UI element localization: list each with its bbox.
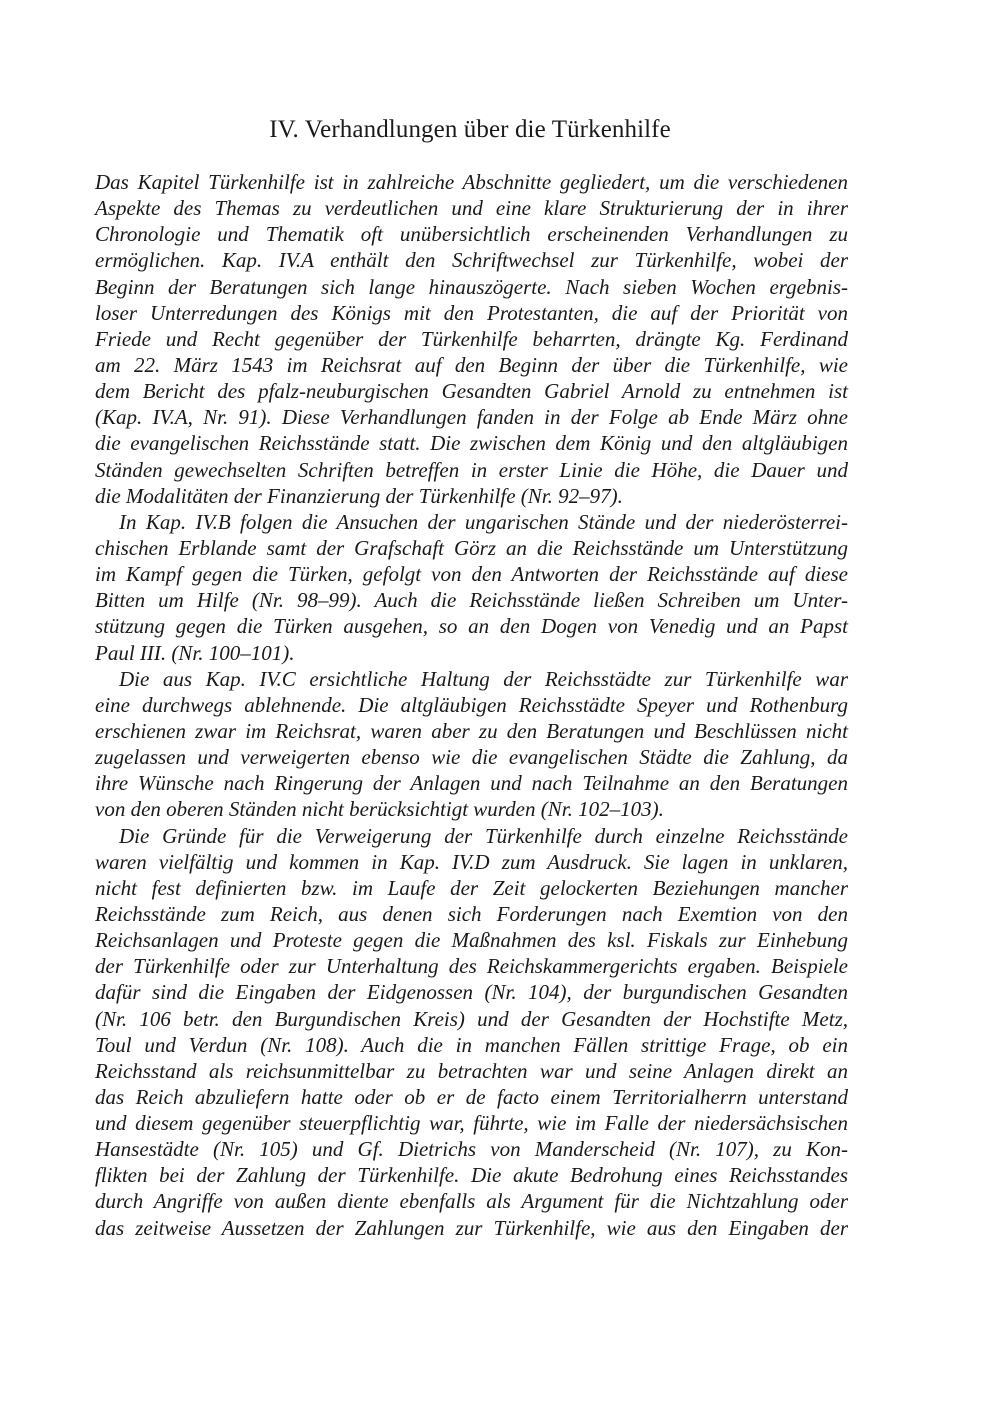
text-line: Ständen gewechselten Schriften betreffen in erster Linie die Höhe, die Dauer und — [95, 457, 848, 482]
text-line: Reichsstände zum Reich, aus denen sich Forderungen nach Exemtion von den — [95, 901, 848, 926]
text-line: die evangelischen Reichsstände statt. Die zwischen dem König und den altgläubigen — [95, 431, 848, 456]
text-line: dem Bericht des pfalz-neuburgischen Gesandten Gabriel Arnold zu entnehmen ist — [95, 379, 848, 404]
text-line: Bitten um Hilfe (Nr. 98–99). Auch die Reichsstände ließen Schreiben um Unter- — [95, 588, 848, 613]
text-line: Hansestädte (Nr. 105) und Gf. Dietrichs von Manderscheid (Nr. 107), zu Kon- — [95, 1137, 848, 1162]
text-line: Reichsanlagen und Proteste gegen die Maßnahmen des ksl. Fiskals zur Einhebung — [95, 928, 848, 953]
text-line: Friede und Recht gegenüber der Türkenhilfe beharrten, drängte Kg. Ferdinand — [95, 326, 848, 351]
text-line: Chronologie und Thematik oft unübersichtlich erscheinenden Verhandlungen zu — [95, 222, 848, 247]
text-line: am 22. März 1543 im Reichsrat auf den Beginn der über die Türkenhilfe, wie — [95, 352, 848, 377]
text-line: erschienen zwar im Reichsrat, waren aber zu den Beratungen und Beschlüssen nicht — [95, 718, 848, 743]
text-line: Die aus Kap. IV.C ersichtliche Haltung der Reichsstädte zur Türkenhilfe war — [119, 666, 848, 691]
text-line: Beginn der Beratungen sich lange hinauszögerte. Nach sieben Wochen ergebnis- — [95, 274, 848, 299]
text-line: stützung gegen die Türken ausgehen, so an den Dogen von Venedig und an Papst — [95, 614, 848, 639]
text-line: dafür sind die Eingaben der Eidgenossen (Nr. 104), der burgundischen Gesandten — [95, 980, 848, 1005]
text-line: In Kap. IV.B folgen die Ansuchen der ungarischen Stände und der niederösterrei- — [119, 509, 848, 534]
text-line: die Modalitäten der Finanzierung der Türkenhilfe (Nr. 92–97). — [95, 483, 623, 508]
text-line: das Reich abzuliefern hatte oder ob er de facto einem Territorialherrn unterstand — [95, 1084, 848, 1109]
text-line: Das Kapitel Türkenhilfe ist in zahlreiche Abschnitte gegliedert, um die verschiedenen — [95, 170, 848, 194]
text-line: nicht fest definierten bzw. im Laufe der Zeit gelockerten Beziehungen mancher — [95, 875, 848, 900]
paragraph-4 — [95, 823, 848, 1241]
text-line: eine durchwegs ablehnende. Die altgläubigen Reichsstädte Speyer und Rothenburg — [95, 692, 848, 717]
text-line: Toul und Verdun (Nr. 108). Auch die in manchen Fällen strittige Frage, ob ein — [95, 1032, 848, 1057]
text-line: der Türkenhilfe oder zur Unterhaltung des Reichskammergerichts ergaben. Beispiele — [95, 954, 848, 979]
text-line: ermöglichen. Kap. IV.A enthält den Schriftwechsel zur Türkenhilfe, wobei der — [95, 248, 848, 273]
text-line: loser Unterredungen des Königs mit den Protestanten, die auf der Priorität von — [95, 300, 848, 325]
text-line: durch Angriffe von außen diente ebenfalls als Argument für die Nichtzahlung oder — [95, 1189, 848, 1214]
text-line: (Kap. IV.A, Nr. 91). Diese Verhandlungen fanden in der Folge ab Ende März ohne — [95, 405, 848, 430]
text-line: chischen Erblande samt der Grafschaft Görz an die Reichsstände um Unterstützung — [95, 535, 848, 560]
text-line: waren vielfältig und kommen in Kap. IV.D zum Ausdruck. Sie lagen in unklaren, — [95, 849, 848, 874]
body-text — [95, 169, 848, 1241]
text-line: und diesem gegenüber steuerpflichtig war, führte, wie im Falle der niedersächsischen — [95, 1111, 848, 1136]
text-line: von den oberen Ständen nicht berücksichtigt wurden (Nr. 102–103). — [95, 797, 664, 822]
chapter-title: IV. Verhandlungen über die Türkenhilfe — [269, 116, 671, 143]
text-line: im Kampf gegen die Türken, gefolgt von den Antworten der Reichsstände auf diese — [95, 562, 848, 587]
paragraph-3 — [95, 666, 848, 823]
text-line: Die Gründe für die Verweigerung der Türkenhilfe durch einzelne Reichsstände — [119, 823, 848, 848]
text-line: ihre Wünsche nach Ringerung der Anlagen und nach Teilnahme an den Beratungen — [95, 771, 848, 796]
text-line: zugelassen und verweigerten ebenso wie die evangelischen Städte die Zahlung, da — [95, 745, 848, 770]
text-line: das zeitweise Aussetzen der Zahlungen zur Türkenhilfe, wie aus den Eingaben der — [95, 1215, 848, 1240]
text-line: Paul III. (Nr. 100–101). — [95, 640, 295, 665]
paragraph-2 — [95, 509, 848, 666]
text-line: flikten bei der Zahlung der Türkenhilfe. Die akute Bedrohung eines Reichsstandes — [95, 1163, 848, 1188]
text-line: Aspekte des Themas zu verdeutlichen und eine klare Strukturierung der in ihrer — [95, 196, 848, 221]
text-line: Reichsstand als reichsunmittelbar zu betrachten war und seine Anlagen direkt an — [95, 1058, 848, 1083]
paragraph-1 — [95, 169, 848, 509]
text-line: (Nr. 106 betr. den Burgundischen Kreis) und der Gesandten der Hochstifte Metz, — [95, 1006, 848, 1031]
